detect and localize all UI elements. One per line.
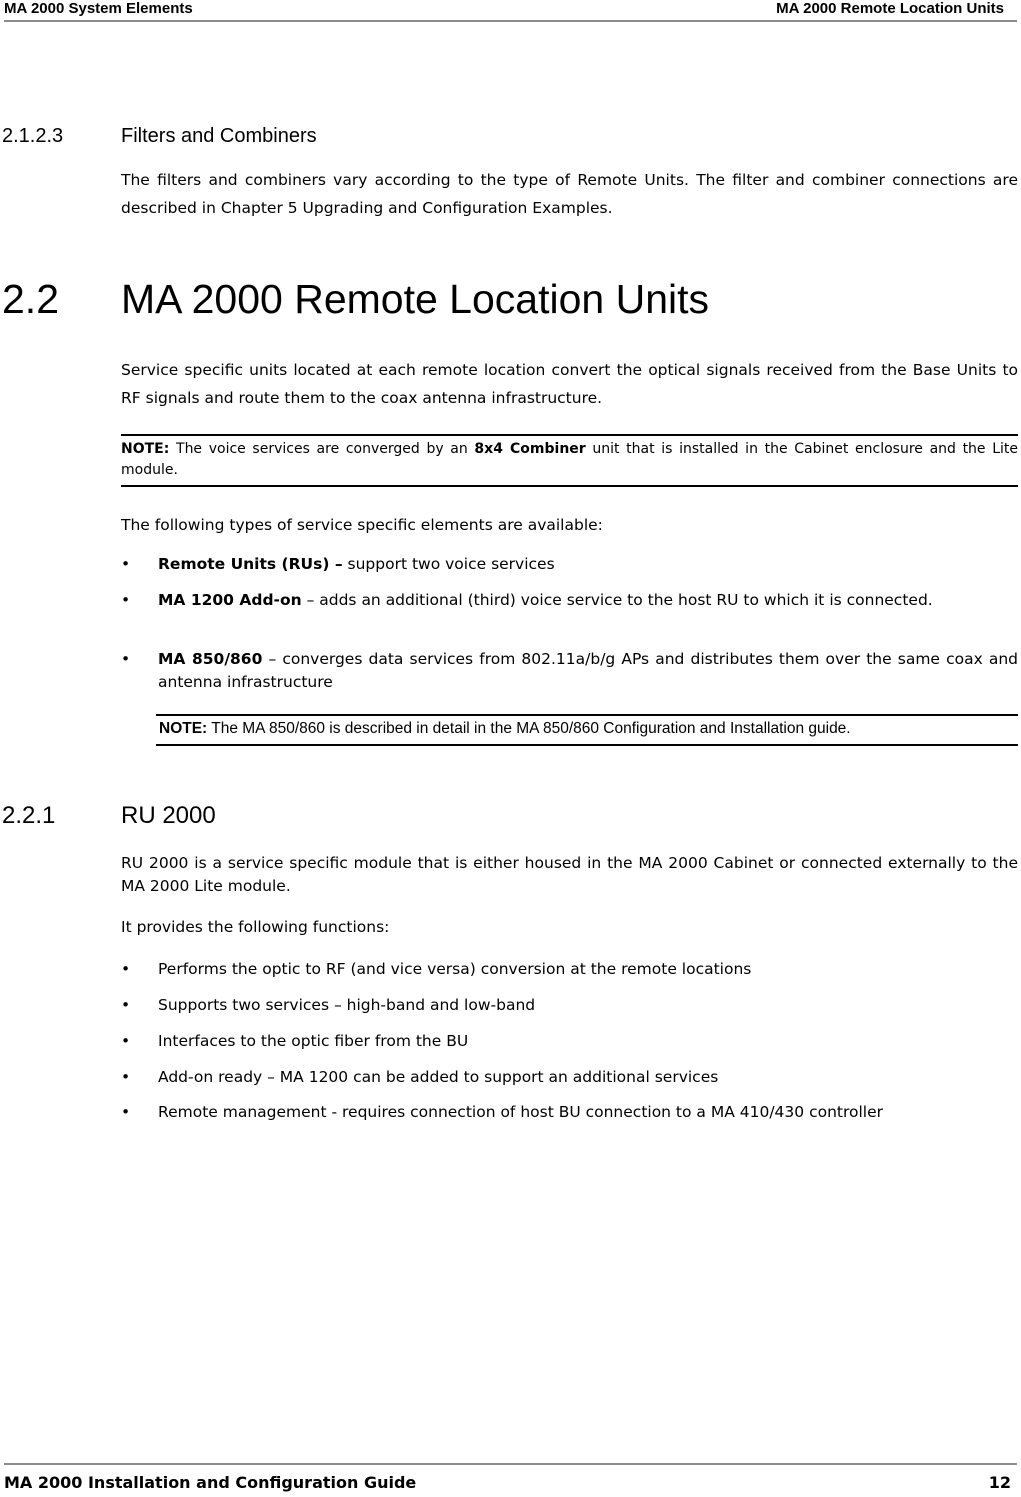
list-item-term: MA 850/860 [158, 650, 263, 668]
section-body: RU 2000 is a service specific module that is either housed in the MA 2000 Cabinet or connected externally to the MA 2000 Lite module. [121, 854, 1018, 895]
list-item-text: – converges data services from 802.11a/b/g APs and distributes them over the same coax and antenna infrastructure [158, 650, 1019, 691]
note-text-end: unit that is installed in the Cabinet enclosure and the Lite module. [121, 441, 1019, 478]
footer-title: MA 2000 Installation and Configuration Guide [4, 1473, 417, 1492]
chapter-number: 2.2 [2, 276, 59, 322]
bullet-icon: • [121, 1068, 131, 1086]
list-item [121, 958, 1018, 981]
page-header [4, 0, 1017, 22]
note-box [121, 434, 1018, 487]
bullet-icon: • [121, 591, 131, 609]
section-title: Filters and Combiners [121, 125, 317, 147]
bullet-icon: • [121, 1032, 131, 1050]
section-body-2: It provides the following functions: [121, 918, 390, 936]
section-number: 2.2.1 [2, 802, 56, 829]
bullet-icon: • [121, 996, 131, 1014]
list-item-term: Remote Units (RUs) – [158, 555, 343, 573]
note-text: The voice services are converged by an [169, 441, 475, 457]
section-body: The filters and combiners vary according to the type of Remote Units. The filter and combiner connections are described in Chapter 5 Upgrading and Configuration Examples. [121, 171, 1018, 217]
bullet-icon: • [121, 1103, 131, 1121]
note-bold: 8x4 Combiner [474, 441, 586, 457]
bullet-icon: • [121, 960, 131, 978]
page-number: 12 [988, 1473, 1011, 1492]
list-item-text: support two voice services [342, 555, 555, 573]
list-item-text: Add-on ready – MA 1200 can be added to support an additional services [158, 1068, 719, 1086]
note-text: The MA 850/860 is described in detail in the MA 850/860 Configuration and Installation guide. [207, 720, 851, 737]
list-item-text: – adds an additional (third) voice service to the host RU to which it is connected. [301, 591, 933, 609]
list-item-term: MA 1200 Add-on [158, 591, 302, 609]
header-left: MA 2000 System Elements [4, 0, 193, 17]
list-item [121, 1066, 1018, 1089]
list-item [121, 589, 1018, 612]
list-item-text: Performs the optic to RF (and vice versa) conversion at the remote locations [158, 960, 752, 978]
list-item [121, 648, 1018, 694]
list-item [121, 553, 1018, 576]
list-item-text: Remote management - requires connection of host BU connection to a MA 410/430 controller [158, 1103, 884, 1121]
list-item [121, 1030, 1018, 1053]
section-number: 2.1.2.3 [2, 125, 64, 147]
list-item [121, 994, 1018, 1017]
note-box-850 [156, 714, 1018, 746]
chapter-body: Service specific units located at each remote location convert the optical signals received from the Base Units to RF signals and route them to the coax antenna infrastructure. [121, 361, 1018, 407]
list-item-text: Interfaces to the optic fiber from the BU [158, 1032, 469, 1050]
note-label: NOTE: [121, 441, 170, 457]
list-item-text: Supports two services – high-band and low-band [158, 996, 536, 1014]
types-intro: The following types of service specific elements are available: [121, 516, 603, 534]
section-title: RU 2000 [121, 802, 216, 829]
header-right: MA 2000 Remote Location Units [776, 0, 1004, 17]
bullet-icon: • [121, 555, 131, 573]
chapter-title: MA 2000 Remote Location Units [121, 276, 709, 322]
list-item [121, 1101, 1018, 1124]
note-label: NOTE: [159, 720, 208, 737]
page-footer [4, 1463, 1017, 1497]
bullet-icon: • [121, 650, 131, 668]
